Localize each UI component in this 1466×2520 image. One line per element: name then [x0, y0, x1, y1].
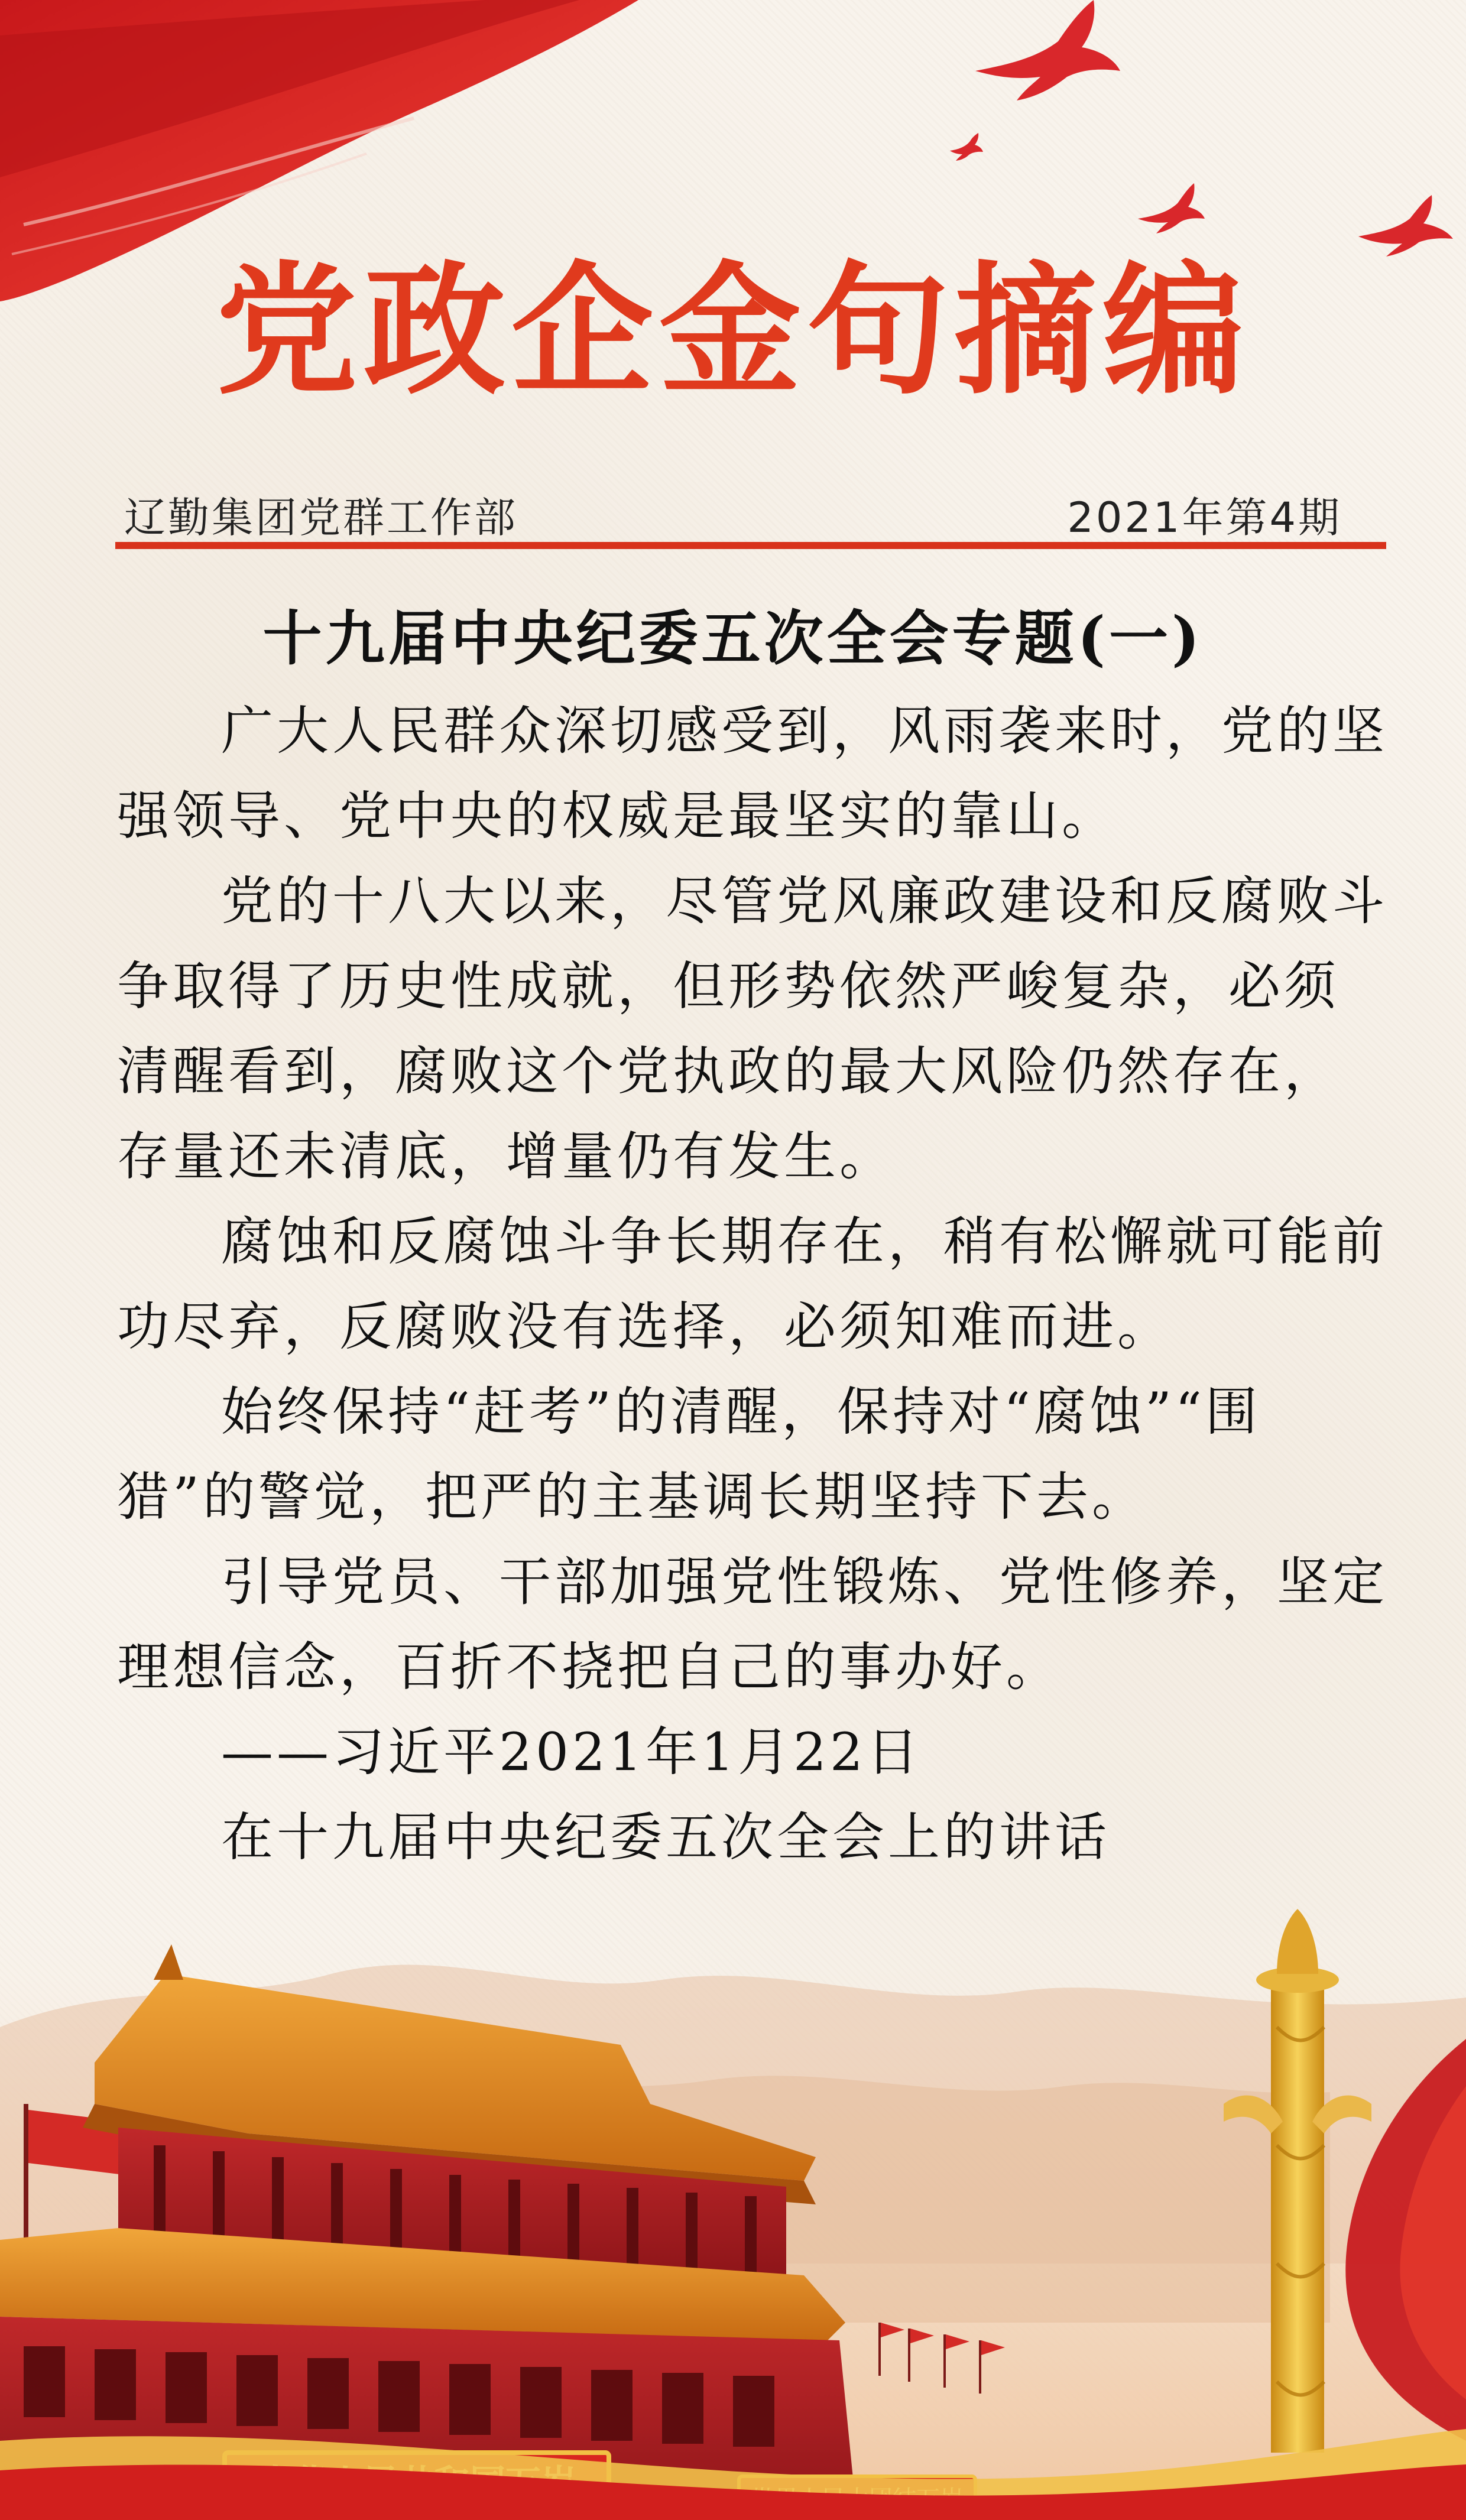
article-subtitle: 十九届中央纪委五次全会专题(一) — [262, 603, 1204, 673]
paragraph: 广大人民群众深切感受到，风雨袭来时，党的坚强领导、党中央的权威是最坚实的靠山。 — [117, 700, 1389, 846]
paragraph: 始终保持“赶考”的清醒，保持对“腐蚀”“围猎”的警觉，把严的主基调长期坚持下去。 — [117, 1381, 1261, 1527]
signature-author-date: ——习近平2021年1月22日 — [221, 1722, 922, 1782]
tiananmen-illustration — [0, 1909, 1466, 2520]
paragraph: 腐蚀和反腐蚀斗争长期存在，稍有松懈就可能前功尽弃，反腐败没有选择，必须知难而进。 — [117, 1211, 1389, 1357]
article-body — [117, 689, 1388, 1880]
paragraph: 党的十八大以来，尽管党风廉政建设和反腐败斗争取得了历史性成就，但形势依然严峻复杂，必须清醒看到，腐败这个党执政的最大风险仍然存在，存量还未清底，增量仍有发生。 — [117, 871, 1389, 1187]
organization-name: 辽勤集团党群工作部 — [124, 493, 518, 542]
paragraph: 引导党员、干部加强党性锻炼、党性修养，坚定理想信念，百折不挠把自己的事办好。 — [117, 1551, 1389, 1697]
dove-icon — [949, 133, 984, 163]
page-title: 党政企金句摘编 — [215, 248, 1250, 414]
issue-number: 2021年第4期 — [1067, 493, 1342, 542]
dove-icon — [1135, 183, 1206, 236]
masthead-divider — [115, 542, 1386, 549]
dove-icon — [969, 0, 1123, 106]
signature-occasion: 在十九届中央纪委五次全会上的讲话 — [221, 1807, 1111, 1868]
